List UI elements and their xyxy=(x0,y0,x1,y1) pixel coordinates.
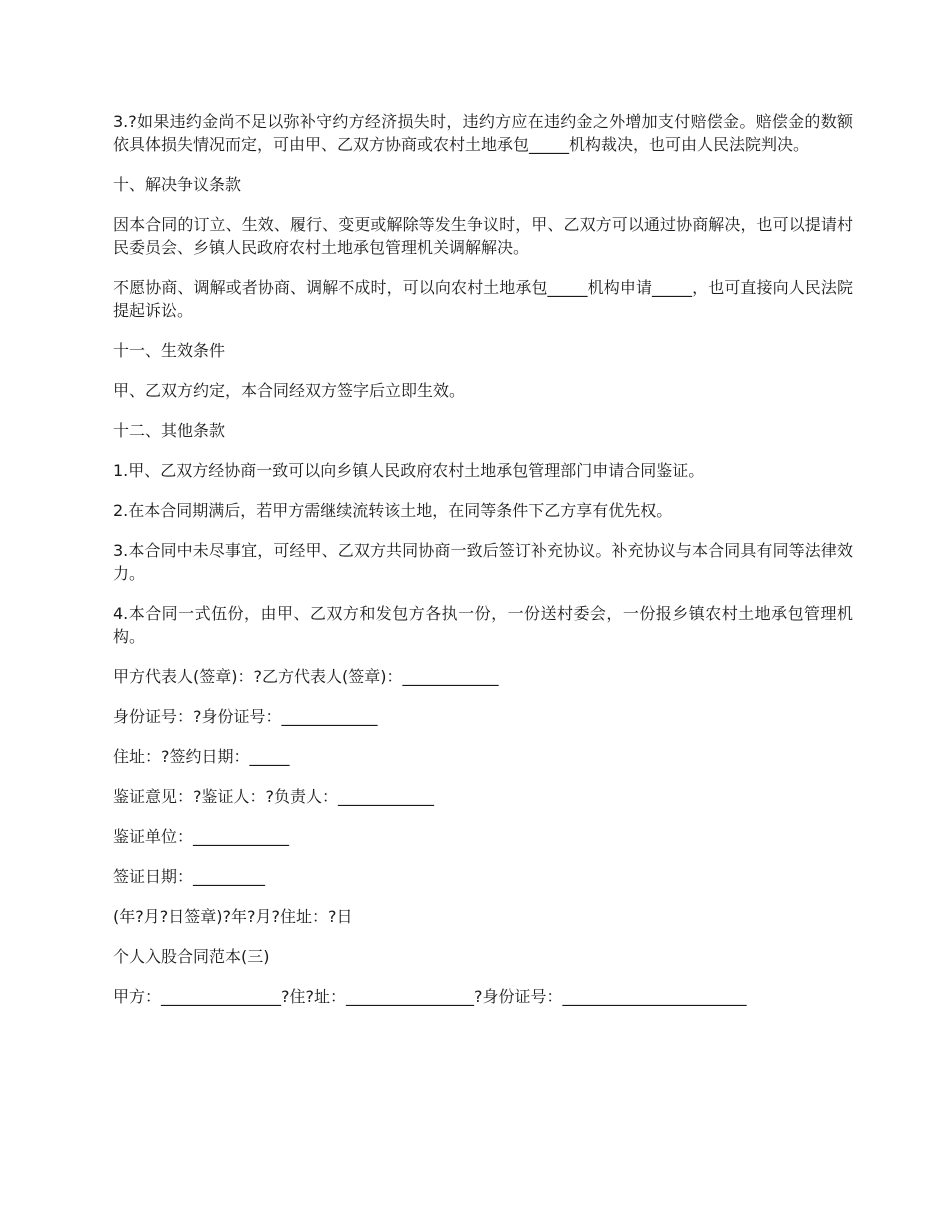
clause-paragraph: 4.本合同一式伍份，由甲、乙双方和发包方各执一份，一份送村委会，一份报乡镇农村土地承包管理机构。 xyxy=(113,604,853,646)
party-info-line: 甲方：_______________?住?址：________________?身份证号：_______________________ xyxy=(113,987,747,1006)
signature-line: 鉴证单位：____________ xyxy=(113,827,290,846)
signature-line: (年?月?日签章)?年?月?住址：?日 xyxy=(113,907,353,926)
clause-paragraph: 3.本合同中未尽事宜，可经甲、乙双方共同协商一致后签订补充协议。补充协议与本合同具有同等法律效力。 xyxy=(113,541,853,583)
signature-line: 住址：?签约日期：_____ xyxy=(113,747,290,766)
document-body xyxy=(113,110,853,1025)
clause-paragraph: 因本合同的订立、生效、履行、变更或解除等发生争议时，甲、乙双方可以通过协商解决，也可以提请村民委员会、乡镇人民政府农村土地承包管理机关调解解决。 xyxy=(113,215,853,257)
clause-paragraph: 1.甲、乙双方经协商一致可以向乡镇人民政府农村土地承包管理部门申请合同鉴证。 xyxy=(113,461,705,480)
signature-line: 身份证号：?身份证号：____________ xyxy=(113,707,378,726)
signature-line: 甲方代表人(签章)：?乙方代表人(签章)：____________ xyxy=(113,667,499,686)
signature-line: 鉴证意见：?鉴证人：?负责人：____________ xyxy=(113,787,434,806)
section-heading: 十、解决争议条款 xyxy=(113,175,242,194)
clause-paragraph: 不愿协商、调解或者协商、调解不成时，可以向农村土地承包_____机构申请_____，也可直接向人民法院提起诉讼。 xyxy=(113,278,853,320)
signature-line: 签证日期：_________ xyxy=(113,867,266,886)
clause-paragraph: 甲、乙双方约定，本合同经双方签字后立即生效。 xyxy=(113,381,466,400)
clause-paragraph: 2.在本合同期满后，若甲方需继续流转该土地，在同等条件下乙方享有优先权。 xyxy=(113,501,673,520)
clause-paragraph: 3.?如果违约金尚不足以弥补守约方经济损失时，违约方应在违约金之外增加支付赔偿金。赔偿金的数额依具体损失情况而定，可由甲、乙双方协商或农村土地承包_____机构裁决，也可由人民法院判决。 xyxy=(113,112,853,154)
section-heading: 十二、其他条款 xyxy=(113,421,226,440)
document-title: 个人入股合同范本(三) xyxy=(113,947,270,966)
section-heading: 十一、生效条件 xyxy=(113,341,226,360)
